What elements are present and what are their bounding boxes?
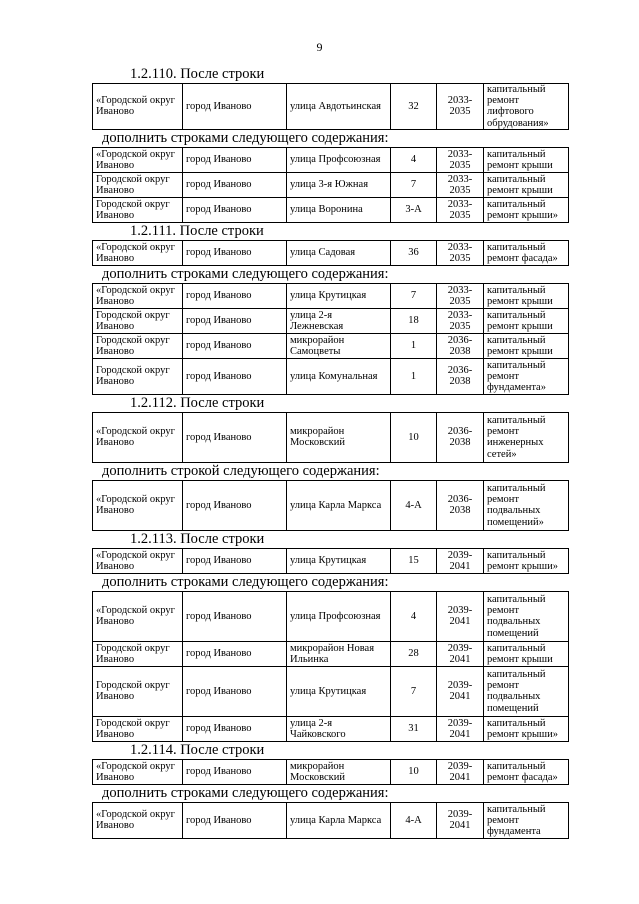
cell-work-type: капитальный ремонт фасада»	[484, 759, 569, 784]
cell-house-number: 4	[391, 147, 437, 172]
cell-organization: «Городской округ Иваново	[93, 84, 183, 130]
table-row	[93, 591, 569, 641]
cell-organization: «Городской округ Иваново	[93, 591, 183, 641]
cell-town: город Иваново	[183, 548, 287, 573]
cell-house-number: 3-А	[391, 197, 437, 222]
cell-work-type: капитальный ремонт крыши	[484, 147, 569, 172]
cell-organization: «Городской округ Иваново	[93, 802, 183, 838]
cell-work-type: капитальный ремонт фасада»	[484, 240, 569, 265]
cell-organization: «Городской округ Иваново	[93, 412, 183, 462]
section-heading: 1.2.113. После строки	[130, 530, 265, 547]
cell-work-type: капитальный ремонт крыши	[484, 172, 569, 197]
table-row	[93, 172, 569, 197]
addition-heading: дополнить строками следующего содержания:	[102, 265, 389, 282]
cell-work-type: капитальный ремонт крыши	[484, 333, 569, 358]
cell-town: город Иваново	[183, 147, 287, 172]
cell-house-number: 7	[391, 172, 437, 197]
cell-town: город Иваново	[183, 666, 287, 716]
cell-town: город Иваново	[183, 333, 287, 358]
table-row	[93, 358, 569, 394]
cell-period: 2036-2038	[437, 358, 484, 394]
cell-street: улица Крутицкая	[287, 666, 391, 716]
cell-work-type: капитальный ремонт крыши»	[484, 548, 569, 573]
cell-house-number: 32	[391, 84, 437, 130]
cell-house-number: 18	[391, 308, 437, 333]
cell-organization: «Городской округ Иваново	[93, 283, 183, 308]
cell-street: улица Карла Маркса	[287, 802, 391, 838]
cell-work-type: капитальный ремонт подвальных помещений	[484, 666, 569, 716]
cell-period: 2033-2035	[437, 147, 484, 172]
cell-street: улица Крутицкая	[287, 548, 391, 573]
cell-work-type: капитальный ремонт крыши	[484, 283, 569, 308]
cell-period: 2036-2038	[437, 333, 484, 358]
cell-street: улица Садовая	[287, 240, 391, 265]
cell-street: улица Профсоюзная	[287, 147, 391, 172]
cell-town: город Иваново	[183, 358, 287, 394]
table-row	[93, 147, 569, 172]
cell-period: 2039-2041	[437, 759, 484, 784]
cell-town: город Иваново	[183, 283, 287, 308]
cell-organization: «Городской округ Иваново	[93, 147, 183, 172]
cell-organization: Городской округ Иваново	[93, 172, 183, 197]
cell-town: город Иваново	[183, 591, 287, 641]
address-table	[92, 240, 569, 266]
cell-house-number: 7	[391, 666, 437, 716]
table-row	[93, 333, 569, 358]
cell-period: 2039-2041	[437, 666, 484, 716]
cell-work-type: капитальный ремонт подвальных помещений	[484, 591, 569, 641]
cell-organization: «Городской округ Иваново	[93, 480, 183, 530]
address-table	[92, 759, 569, 785]
table-row	[93, 480, 569, 530]
cell-town: город Иваново	[183, 308, 287, 333]
cell-street: улица Воронина	[287, 197, 391, 222]
cell-period: 2033-2035	[437, 240, 484, 265]
cell-organization: Городской округ Иваново	[93, 333, 183, 358]
cell-street: улица Профсоюзная	[287, 591, 391, 641]
cell-period: 2036-2038	[437, 480, 484, 530]
cell-period: 2039-2041	[437, 591, 484, 641]
cell-street: улица Авдотьинская	[287, 84, 391, 130]
cell-house-number: 7	[391, 283, 437, 308]
table-row	[93, 308, 569, 333]
cell-period: 2033-2035	[437, 197, 484, 222]
cell-house-number: 31	[391, 716, 437, 741]
address-table	[92, 83, 569, 130]
cell-work-type: капитальный ремонт крыши»	[484, 716, 569, 741]
section-heading: 1.2.111. После строки	[130, 222, 264, 239]
address-table	[92, 591, 569, 742]
cell-street: микрорайон Московский	[287, 759, 391, 784]
cell-house-number: 15	[391, 548, 437, 573]
cell-house-number: 1	[391, 358, 437, 394]
cell-organization: Городской округ Иваново	[93, 716, 183, 741]
address-table	[92, 548, 569, 574]
cell-period: 2039-2041	[437, 548, 484, 573]
cell-street: микрорайон Самоцветы	[287, 333, 391, 358]
cell-house-number: 10	[391, 759, 437, 784]
cell-street: улица Карла Маркса	[287, 480, 391, 530]
cell-period: 2039-2041	[437, 641, 484, 666]
cell-street: микрорайон Новая Ильинка	[287, 641, 391, 666]
cell-street: улица 2-я Лежневская	[287, 308, 391, 333]
cell-period: 2033-2035	[437, 283, 484, 308]
address-table	[92, 147, 569, 223]
cell-work-type: капитальный ремонт лифтового обрудования»	[484, 84, 569, 130]
cell-house-number: 28	[391, 641, 437, 666]
cell-street: улица 2-я Чайковского	[287, 716, 391, 741]
cell-work-type: капитальный ремонт крыши»	[484, 197, 569, 222]
addition-heading: дополнить строкой следующего содержания:	[102, 462, 380, 479]
cell-house-number: 4-А	[391, 480, 437, 530]
cell-organization: Городской округ Иваново	[93, 666, 183, 716]
cell-period: 2039-2041	[437, 802, 484, 838]
cell-organization: Городской округ Иваново	[93, 308, 183, 333]
cell-organization: Городской округ Иваново	[93, 358, 183, 394]
table-row	[93, 759, 569, 784]
document-body	[92, 66, 568, 839]
cell-town: город Иваново	[183, 84, 287, 130]
page-number: 9	[316, 40, 323, 54]
cell-street: улица Комунальная	[287, 358, 391, 394]
cell-work-type: капитальный ремонт фундамента	[484, 802, 569, 838]
table-row	[93, 802, 569, 838]
cell-work-type: капитальный ремонт крыши	[484, 308, 569, 333]
cell-work-type: капитальный ремонт крыши	[484, 641, 569, 666]
cell-house-number: 36	[391, 240, 437, 265]
cell-period: 2036-2038	[437, 412, 484, 462]
cell-house-number: 1	[391, 333, 437, 358]
table-row	[93, 197, 569, 222]
cell-town: город Иваново	[183, 759, 287, 784]
table-row	[93, 548, 569, 573]
section-heading: 1.2.110. После строки	[130, 66, 265, 82]
cell-period: 2033-2035	[437, 84, 484, 130]
cell-street: микрорайон Московский	[287, 412, 391, 462]
table-row	[93, 716, 569, 741]
table-row	[93, 84, 569, 130]
cell-town: город Иваново	[183, 197, 287, 222]
cell-house-number: 10	[391, 412, 437, 462]
cell-work-type: капитальный ремонт инженерных сетей»	[484, 412, 569, 462]
cell-street: улица 3-я Южная	[287, 172, 391, 197]
cell-organization: «Городской округ Иваново	[93, 240, 183, 265]
table-row	[93, 666, 569, 716]
cell-period: 2033-2035	[437, 308, 484, 333]
cell-organization: Городской округ Иваново	[93, 197, 183, 222]
cell-town: город Иваново	[183, 716, 287, 741]
table-row	[93, 283, 569, 308]
section-heading: 1.2.114. После строки	[130, 741, 265, 758]
cell-organization: Городской округ Иваново	[93, 641, 183, 666]
address-table	[92, 412, 569, 463]
address-table	[92, 802, 569, 839]
table-row	[93, 412, 569, 462]
address-table	[92, 480, 569, 531]
cell-house-number: 4	[391, 591, 437, 641]
cell-house-number: 4-А	[391, 802, 437, 838]
cell-work-type: капитальный ремонт подвальных помещений»	[484, 480, 569, 530]
address-table	[92, 283, 569, 395]
cell-town: город Иваново	[183, 240, 287, 265]
cell-street: улица Крутицкая	[287, 283, 391, 308]
cell-town: город Иваново	[183, 412, 287, 462]
cell-period: 2039-2041	[437, 716, 484, 741]
cell-town: город Иваново	[183, 641, 287, 666]
cell-work-type: капитальный ремонт фундамента»	[484, 358, 569, 394]
cell-town: город Иваново	[183, 802, 287, 838]
addition-heading: дополнить строками следующего содержания:	[102, 784, 389, 801]
cell-organization: «Городской округ Иваново	[93, 759, 183, 784]
table-row	[93, 240, 569, 265]
cell-town: город Иваново	[183, 172, 287, 197]
cell-town: город Иваново	[183, 480, 287, 530]
section-heading: 1.2.112. После строки	[130, 394, 265, 411]
addition-heading: дополнить строками следующего содержания:	[102, 573, 389, 590]
cell-period: 2033-2035	[437, 172, 484, 197]
cell-organization: «Городской округ Иваново	[93, 548, 183, 573]
addition-heading: дополнить строками следующего содержания:	[102, 129, 389, 146]
table-row	[93, 641, 569, 666]
